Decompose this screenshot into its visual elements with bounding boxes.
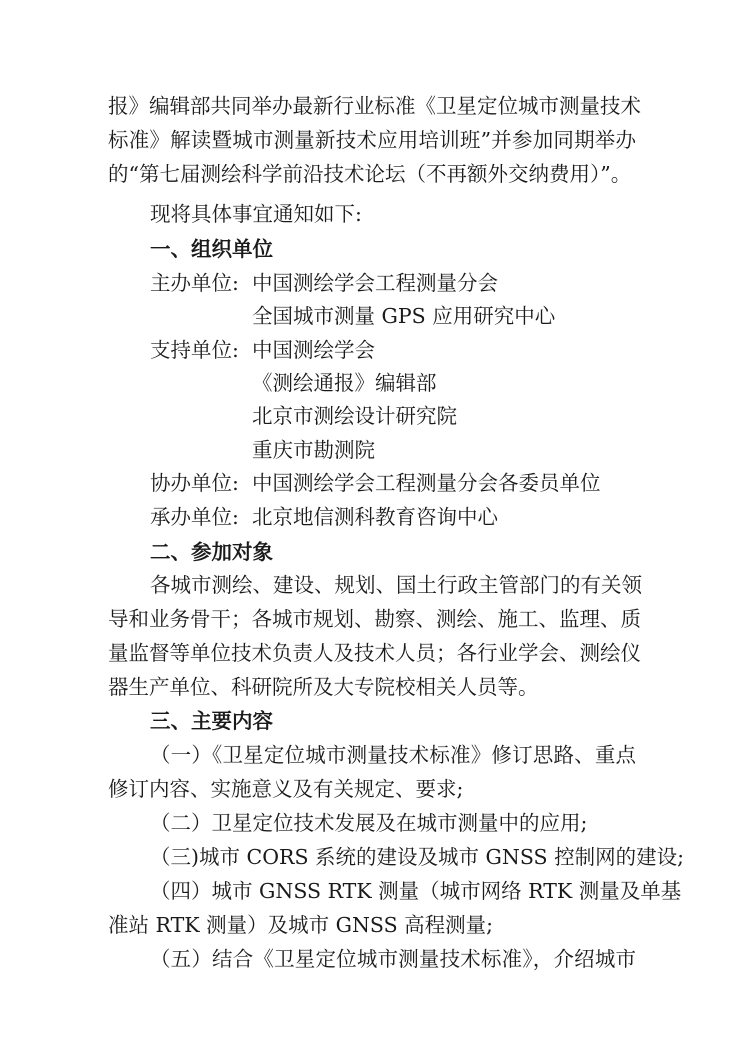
support-unit-3: 北京市测绘设计研究院 (252, 404, 457, 428)
content-item-1-line-1: （一）《卫星定位城市测量技术标准》修订思路、重点 (150, 743, 636, 767)
participants-line-1: 各城市测绘、建设、规划、国土行政主管部门的有关领 (150, 573, 642, 597)
co-unit-1: 中国测绘学会工程测量分会各委员单位 (252, 471, 601, 495)
content-item-3: （三)城市 CORS 系统的建设及城市 GNSS 控制网的建设; (150, 845, 684, 869)
organizer-label: 承办单位: (150, 505, 239, 529)
content-item-5-line-1: （五）结合《卫星定位城市测量技术标准》，介绍城市 (150, 947, 636, 971)
section-heading-content: 三、主要内容 (150, 709, 273, 733)
section-heading-organizers: 一、组织单位 (150, 237, 273, 261)
intro-line-2: 标准》解读暨城市测量新技术应用培训班”并参加同期举办 (108, 128, 636, 152)
participants-line-2: 导和业务骨干；各城市规划、勘察、测绘、施工、监理、质 (108, 607, 641, 631)
content-item-2: （二）卫星定位技术发展及在城市测量中的应用; (150, 811, 588, 835)
host-unit-1: 中国测绘学会工程测量分会 (252, 271, 498, 295)
content-item-1-line-2: 修订内容、实施意义及有关规定、要求; (108, 777, 464, 801)
section-heading-participants: 二、参加对象 (150, 540, 273, 564)
intro-line-1: 报》编辑部共同举办最新行业标准《卫星定位城市测量技术 (108, 94, 641, 118)
content-item-4-line-1: （四）城市 GNSS RTK 测量（城市网络 RTK 测量及单基 (150, 879, 682, 903)
co-label: 协办单位: (150, 471, 239, 495)
intro-line-4: 现将具体事宜通知如下: (150, 202, 362, 226)
support-unit-4: 重庆市勘测院 (252, 438, 375, 462)
support-label: 支持单位: (150, 338, 239, 362)
host-unit-2: 全国城市测量 GPS 应用研究中心 (252, 304, 556, 328)
host-label: 主办单位: (150, 271, 239, 295)
support-unit-2: 《测绘通报》编辑部 (252, 371, 437, 395)
participants-line-3: 量监督等单位技术负责人及技术人员；各行业学会、测绘仪 (108, 641, 641, 665)
intro-line-3: 的“第七届测绘科学前沿技术论坛（不再额外交纳费用）”。 (108, 162, 632, 186)
participants-line-4: 器生产单位、科研院所及大专院校相关人员等。 (108, 675, 539, 699)
support-unit-1: 中国测绘学会 (252, 338, 375, 362)
organizer-unit-1: 北京地信测科教育咨询中心 (252, 505, 498, 529)
content-item-4-line-2: 准站 RTK 测量）及城市 GNSS 高程测量; (108, 913, 494, 937)
